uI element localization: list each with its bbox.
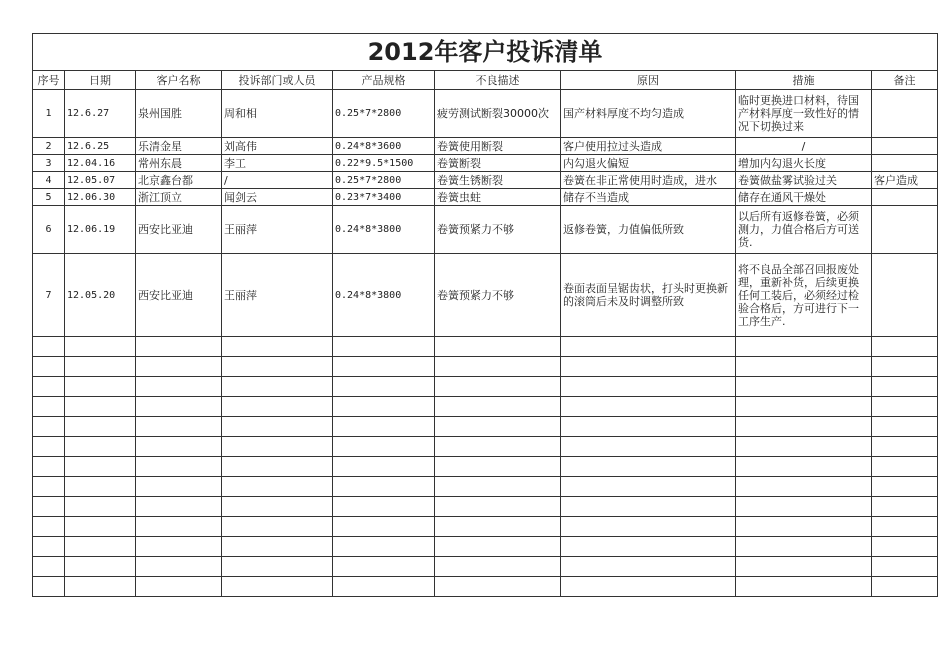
empty-cell[interactable] <box>736 397 872 417</box>
empty-row <box>33 577 938 597</box>
empty-cell[interactable] <box>872 377 938 397</box>
col-header[interactable]: 序号 <box>33 71 65 90</box>
empty-cell[interactable] <box>561 517 736 537</box>
cell-customer[interactable]: 西安比亚迪 <box>136 206 222 254</box>
cell-cause[interactable]: 客户使用拉过头造成 <box>561 138 736 155</box>
empty-cell[interactable] <box>736 577 872 597</box>
sheet-title: 2012年客户投诉清单 <box>33 34 938 71</box>
empty-cell[interactable] <box>33 457 65 477</box>
cell-defect[interactable]: 卷簧生锈断裂 <box>435 172 561 189</box>
empty-cell[interactable] <box>333 397 435 417</box>
empty-cell[interactable] <box>333 517 435 537</box>
cell-cause[interactable]: 内勾退火偏短 <box>561 155 736 172</box>
empty-row <box>33 417 938 437</box>
empty-cell[interactable] <box>136 337 222 357</box>
cell-dept[interactable]: 王丽萍 <box>222 254 333 337</box>
table-row <box>33 206 938 254</box>
empty-cell[interactable] <box>33 397 65 417</box>
empty-cell[interactable] <box>872 477 938 497</box>
cell-defect[interactable]: 卷簧预紧力不够 <box>435 254 561 337</box>
empty-cell[interactable] <box>561 477 736 497</box>
col-header[interactable]: 原因 <box>561 71 736 90</box>
table-row <box>33 172 938 189</box>
empty-cell[interactable] <box>33 537 65 557</box>
table-row <box>33 138 938 155</box>
cell-remark[interactable] <box>872 90 938 138</box>
empty-cell[interactable] <box>222 477 333 497</box>
empty-cell[interactable] <box>65 537 136 557</box>
empty-cell[interactable] <box>33 477 65 497</box>
empty-cell[interactable] <box>65 497 136 517</box>
empty-cell[interactable] <box>222 457 333 477</box>
cell-measure[interactable]: / <box>736 138 872 155</box>
cell-customer[interactable]: 北京鑫台都 <box>136 172 222 189</box>
empty-cell[interactable] <box>333 537 435 557</box>
cell-date[interactable]: 12.6.27 <box>65 90 136 138</box>
cell-dept[interactable]: 刘高伟 <box>222 138 333 155</box>
empty-cell[interactable] <box>561 457 736 477</box>
empty-cell[interactable] <box>435 537 561 557</box>
empty-cell[interactable] <box>736 357 872 377</box>
empty-row <box>33 517 938 537</box>
empty-cell[interactable] <box>736 477 872 497</box>
empty-cell[interactable] <box>435 457 561 477</box>
empty-cell[interactable] <box>222 397 333 417</box>
empty-cell[interactable] <box>435 477 561 497</box>
empty-cell[interactable] <box>65 417 136 437</box>
cell-date[interactable]: 12.06.30 <box>65 189 136 206</box>
cell-defect[interactable]: 卷簧虫蛀 <box>435 189 561 206</box>
empty-cell[interactable] <box>33 357 65 377</box>
empty-row <box>33 557 938 577</box>
empty-cell[interactable] <box>33 517 65 537</box>
empty-cell[interactable] <box>33 377 65 397</box>
empty-cell[interactable] <box>65 337 136 357</box>
empty-cell[interactable] <box>222 437 333 457</box>
empty-cell[interactable] <box>222 357 333 377</box>
empty-cell[interactable] <box>136 537 222 557</box>
empty-cell[interactable] <box>65 577 136 597</box>
cell-dept[interactable]: 周和相 <box>222 90 333 138</box>
cell-spec[interactable]: 0.24*8*3800 <box>333 206 435 254</box>
empty-cell[interactable] <box>435 337 561 357</box>
cell-remark[interactable] <box>872 155 938 172</box>
cell-cause[interactable]: 储存不当造成 <box>561 189 736 206</box>
cell-customer[interactable]: 乐清金星 <box>136 138 222 155</box>
empty-cell[interactable] <box>435 517 561 537</box>
cell-remark[interactable] <box>872 254 938 337</box>
cell-no[interactable]: 4 <box>33 172 65 189</box>
empty-cell[interactable] <box>872 517 938 537</box>
empty-cell[interactable] <box>222 417 333 437</box>
cell-customer[interactable]: 浙江顶立 <box>136 189 222 206</box>
cell-date[interactable]: 12.05.07 <box>65 172 136 189</box>
empty-cell[interactable] <box>333 417 435 437</box>
empty-cell[interactable] <box>561 337 736 357</box>
col-header[interactable]: 措施 <box>736 71 872 90</box>
empty-cell[interactable] <box>333 577 435 597</box>
empty-cell[interactable] <box>136 517 222 537</box>
empty-cell[interactable] <box>136 577 222 597</box>
cell-defect[interactable]: 卷簧断裂 <box>435 155 561 172</box>
empty-cell[interactable] <box>435 417 561 437</box>
empty-cell[interactable] <box>872 557 938 577</box>
cell-customer[interactable]: 常州东晨 <box>136 155 222 172</box>
empty-cell[interactable] <box>65 357 136 377</box>
col-header[interactable]: 日期 <box>65 71 136 90</box>
empty-cell[interactable] <box>435 577 561 597</box>
col-header[interactable]: 不良描述 <box>435 71 561 90</box>
empty-cell[interactable] <box>435 437 561 457</box>
empty-cell[interactable] <box>65 377 136 397</box>
cell-no[interactable]: 1 <box>33 90 65 138</box>
empty-cell[interactable] <box>736 337 872 357</box>
empty-cell[interactable] <box>736 537 872 557</box>
empty-cell[interactable] <box>65 397 136 417</box>
empty-cell[interactable] <box>561 377 736 397</box>
empty-cell[interactable] <box>435 377 561 397</box>
cell-measure[interactable]: 临时更换进口材料，待国产材料厚度一致性好的情况下切换过来 <box>736 90 872 138</box>
empty-cell[interactable] <box>65 517 136 537</box>
empty-cell[interactable] <box>33 337 65 357</box>
empty-cell[interactable] <box>333 377 435 397</box>
empty-cell[interactable] <box>435 357 561 377</box>
empty-cell[interactable] <box>333 357 435 377</box>
cell-dept[interactable]: 李工 <box>222 155 333 172</box>
empty-cell[interactable] <box>561 557 736 577</box>
cell-dept[interactable]: / <box>222 172 333 189</box>
empty-cell[interactable] <box>136 437 222 457</box>
cell-no[interactable]: 3 <box>33 155 65 172</box>
empty-cell[interactable] <box>736 457 872 477</box>
empty-cell[interactable] <box>435 557 561 577</box>
cell-measure[interactable]: 以后所有返修卷簧，必须测力，力值合格后方可送货. <box>736 206 872 254</box>
empty-row <box>33 437 938 457</box>
cell-remark[interactable] <box>872 138 938 155</box>
empty-cell[interactable] <box>872 337 938 357</box>
cell-cause[interactable]: 返修卷簧，力值偏低所致 <box>561 206 736 254</box>
cell-measure[interactable]: 卷簧做盐雾试验过关 <box>736 172 872 189</box>
cell-spec[interactable]: 0.24*8*3600 <box>333 138 435 155</box>
cell-dept[interactable]: 王丽萍 <box>222 206 333 254</box>
cell-cause[interactable]: 卷面表面呈锯齿状，打头时更换新的滚筒后未及时调整所致 <box>561 254 736 337</box>
empty-cell[interactable] <box>222 337 333 357</box>
empty-row <box>33 337 938 357</box>
cell-no[interactable]: 7 <box>33 254 65 337</box>
header-row <box>33 71 938 90</box>
empty-cell[interactable] <box>561 357 736 377</box>
empty-cell[interactable] <box>736 497 872 517</box>
table-row <box>33 189 938 206</box>
empty-row <box>33 357 938 377</box>
empty-row <box>33 477 938 497</box>
empty-cell[interactable] <box>736 557 872 577</box>
empty-cell[interactable] <box>736 417 872 437</box>
cell-date[interactable]: 12.06.19 <box>65 206 136 254</box>
empty-cell[interactable] <box>222 517 333 537</box>
cell-measure[interactable]: 储存在通风干燥处 <box>736 189 872 206</box>
empty-cell[interactable] <box>136 497 222 517</box>
cell-cause[interactable]: 国产材料厚度不均匀造成 <box>561 90 736 138</box>
empty-cell[interactable] <box>33 557 65 577</box>
empty-cell[interactable] <box>333 337 435 357</box>
empty-row <box>33 537 938 557</box>
empty-cell[interactable] <box>561 497 736 517</box>
cell-defect[interactable]: 疲劳测试断裂30000次 <box>435 90 561 138</box>
empty-cell[interactable] <box>65 557 136 577</box>
empty-cell[interactable] <box>333 437 435 457</box>
complaint-table <box>32 33 938 597</box>
cell-cause[interactable]: 卷簧在非正常使用时造成，进水 <box>561 172 736 189</box>
empty-cell[interactable] <box>222 497 333 517</box>
empty-cell[interactable] <box>561 537 736 557</box>
cell-remark[interactable] <box>872 206 938 254</box>
table-row <box>33 155 938 172</box>
empty-cell[interactable] <box>136 357 222 377</box>
empty-cell[interactable] <box>561 577 736 597</box>
empty-cell[interactable] <box>736 517 872 537</box>
empty-cell[interactable] <box>736 437 872 457</box>
empty-cell[interactable] <box>136 397 222 417</box>
empty-cell[interactable] <box>65 477 136 497</box>
empty-cell[interactable] <box>333 457 435 477</box>
empty-cell[interactable] <box>65 437 136 457</box>
empty-cell[interactable] <box>136 477 222 497</box>
col-header[interactable]: 产品规格 <box>333 71 435 90</box>
empty-cell[interactable] <box>222 577 333 597</box>
cell-spec[interactable]: 0.23*7*3400 <box>333 189 435 206</box>
cell-no[interactable]: 2 <box>33 138 65 155</box>
empty-cell[interactable] <box>136 417 222 437</box>
empty-cell[interactable] <box>872 357 938 377</box>
empty-cell[interactable] <box>435 397 561 417</box>
empty-cell[interactable] <box>33 497 65 517</box>
empty-row <box>33 377 938 397</box>
empty-cell[interactable] <box>872 437 938 457</box>
col-header[interactable]: 客户名称 <box>136 71 222 90</box>
cell-spec[interactable]: 0.22*9.5*1500 <box>333 155 435 172</box>
empty-cell[interactable] <box>65 457 136 477</box>
complaint-sheet <box>32 33 937 597</box>
empty-row <box>33 397 938 417</box>
empty-cell[interactable] <box>561 437 736 457</box>
empty-cell[interactable] <box>33 417 65 437</box>
empty-cell[interactable] <box>333 497 435 517</box>
empty-cell[interactable] <box>222 377 333 397</box>
empty-row <box>33 497 938 517</box>
cell-remark[interactable] <box>872 189 938 206</box>
empty-cell[interactable] <box>222 557 333 577</box>
cell-spec[interactable]: 0.25*7*2800 <box>333 90 435 138</box>
cell-spec[interactable]: 0.24*8*3800 <box>333 254 435 337</box>
empty-cell[interactable] <box>136 557 222 577</box>
cell-spec[interactable]: 0.25*7*2800 <box>333 172 435 189</box>
cell-defect[interactable]: 卷簧使用断裂 <box>435 138 561 155</box>
empty-cell[interactable] <box>33 437 65 457</box>
empty-cell[interactable] <box>561 397 736 417</box>
empty-cell[interactable] <box>333 557 435 577</box>
cell-customer[interactable]: 西安比亚迪 <box>136 254 222 337</box>
empty-row <box>33 457 938 477</box>
cell-defect[interactable]: 卷簧预紧力不够 <box>435 206 561 254</box>
cell-remark[interactable]: 客户造成 <box>872 172 938 189</box>
col-header[interactable]: 备注 <box>872 71 938 90</box>
empty-cell[interactable] <box>222 537 333 557</box>
empty-cell[interactable] <box>872 577 938 597</box>
cell-no[interactable]: 6 <box>33 206 65 254</box>
empty-cell[interactable] <box>136 377 222 397</box>
empty-cell[interactable] <box>561 417 736 437</box>
cell-customer[interactable]: 泉州国胜 <box>136 90 222 138</box>
cell-measure[interactable]: 增加内勾退火长度 <box>736 155 872 172</box>
empty-cell[interactable] <box>872 397 938 417</box>
cell-measure[interactable]: 将不良品全部召回报废处理，重新补货，后续更换任何工装后，必须经过检验合格后，方可进行下一工序生产. <box>736 254 872 337</box>
empty-cell[interactable] <box>136 457 222 477</box>
col-header[interactable]: 投诉部门或人员 <box>222 71 333 90</box>
cell-date[interactable]: 12.05.20 <box>65 254 136 337</box>
empty-cell[interactable] <box>872 537 938 557</box>
cell-date[interactable]: 12.04.16 <box>65 155 136 172</box>
cell-dept[interactable]: 闻剑云 <box>222 189 333 206</box>
empty-cell[interactable] <box>33 577 65 597</box>
empty-cell[interactable] <box>872 497 938 517</box>
empty-cell[interactable] <box>872 417 938 437</box>
empty-cell[interactable] <box>333 477 435 497</box>
cell-date[interactable]: 12.6.25 <box>65 138 136 155</box>
empty-cell[interactable] <box>872 457 938 477</box>
table-row <box>33 90 938 138</box>
cell-no[interactable]: 5 <box>33 189 65 206</box>
empty-cell[interactable] <box>736 377 872 397</box>
table-row <box>33 254 938 337</box>
empty-cell[interactable] <box>435 497 561 517</box>
